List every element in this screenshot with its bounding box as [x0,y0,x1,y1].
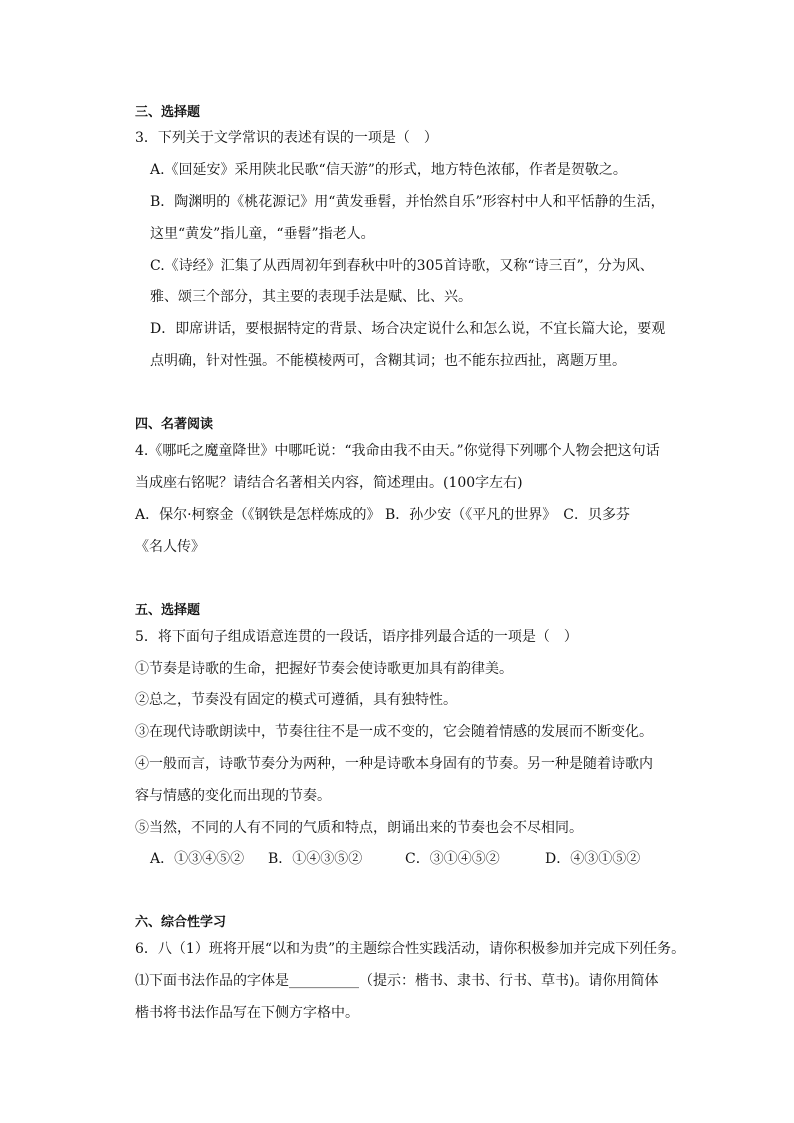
section-heading-4: 四、名著阅读 [135,417,214,432]
question-6: 6．八（1）班将开展“以和为贵”的主题综合性实践活动，请你积极参加并完成下列任务。 [135,941,686,957]
option-b: B．陶渊明的《桃花源记》用“黄发垂髫，并怡然自乐”形容村中人和平恬静的生活， [150,194,665,210]
choice-c: C．③①④⑤② [405,851,500,867]
option-c-cont: 雅、颂三个部分，其主要的表现手法是赋、比、兴。 [150,289,472,305]
question-4-cont: 当成座右铭呢？请结合名著相关内容，简述理由。(100字左右) [135,475,523,491]
question-3: 3．下列关于文学常识的表述有误的一项是（ ） [135,130,438,146]
question-6-part-1-cont: 楷书将书法作品写在下侧方字格中。 [135,1005,359,1021]
question-4: 4.《哪吒之魔童降世》中哪吒说：“我命由我不由天。”你觉得下列哪个人物会把这句话 [135,443,660,459]
choice-a: A．①③④⑤② [150,851,245,867]
sentence-5: ⑤当然，不同的人有不同的气质和特点，朗诵出来的节奏也会不尽相同。 [135,820,583,836]
question-4-options-cont: 《名人传》 [135,539,205,555]
section-heading-3: 三、选择题 [135,105,201,120]
sentence-1: ①节奏是诗歌的生命，把握好节奏会使诗歌更加具有韵律美。 [135,661,513,677]
question-5: 5．将下面句子组成语意连贯的一段话，语序排列最合适的一项是（ ） [135,629,578,645]
section-heading-6: 六、综合性学习 [135,915,227,930]
question-4-options: A．保尔·柯察金（《钢铁是怎样炼成的》 B．孙少安（《平凡的世界》 C．贝多芬 [135,507,631,523]
sentence-2: ②总之，节奏没有固定的模式可遵循，具有独特性。 [135,692,457,708]
sentence-3: ③在现代诗歌朗读中，节奏往往不是一成不变的，它会随着情感的发展而不断变化。 [135,724,653,740]
option-b-cont: 这里“黄发”指儿童，“垂髫”指老人。 [150,226,375,242]
option-a: A.《回延安》采用陕北民歌“信天游”的形式，地方特色浓郁，作者是贺敬之。 [150,162,627,178]
choice-d: D．④③①⑤② [545,851,641,867]
option-d: D．即席讲话，要根据特定的背景、场合决定说什么和怎么说，不宜长篇大论，要观 [150,321,666,337]
choice-b: B．①④③⑤② [268,851,363,867]
option-d-cont: 点明确，针对性强。不能模棱两可，含糊其词；也不能东拉西扯，离题万里。 [150,353,626,369]
question-6-part-1: ⑴下面书法作品的字体是__________（提示：楷书、隶书、行书、草书)。请你用简体 [135,973,659,989]
section-heading-5: 五、选择题 [135,603,201,618]
option-c: C.《诗经》汇集了从西周初年到春秋中叶的305首诗歌，又称“诗三百”，分为风、 [150,258,654,274]
sentence-4: ④一般而言，诗歌节奏分为两种，一种是诗歌本身固有的节奏。另一种是随着诗歌内 [135,756,653,772]
sentence-4-cont: 容与情感的变化而出现的节奏。 [135,788,331,804]
